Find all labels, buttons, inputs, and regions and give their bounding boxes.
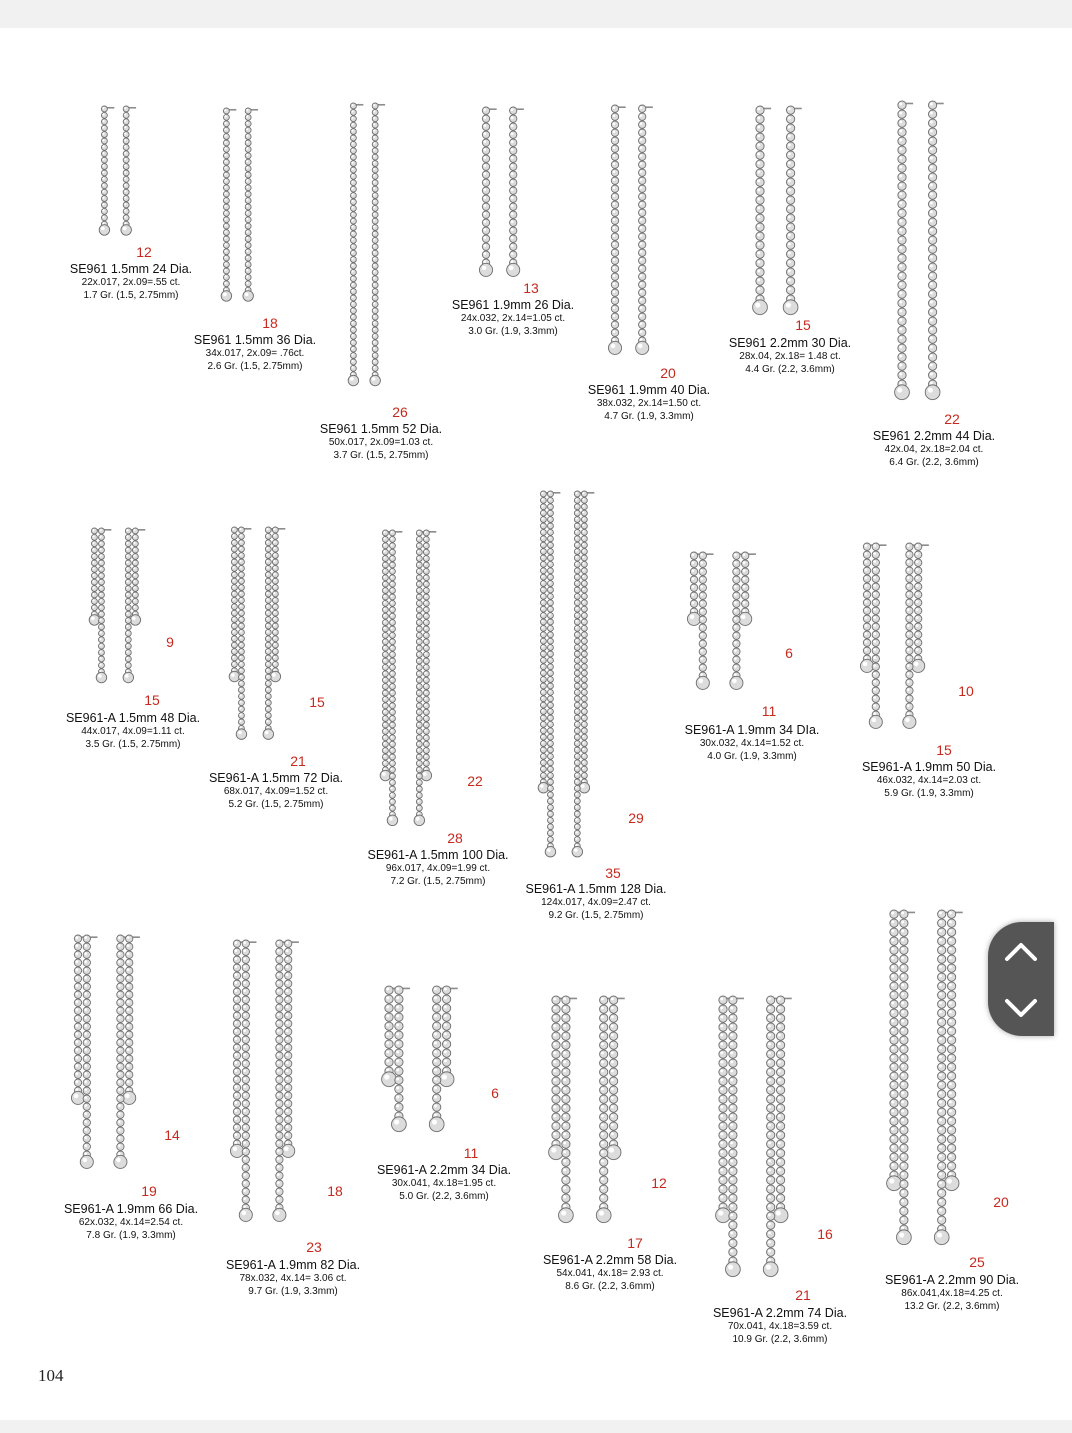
stone-count: 25 [969, 1254, 985, 1270]
earring-drawing [686, 552, 773, 702]
stone-count: 19 [141, 1183, 157, 1199]
product-title: SE961-A 1.9mm 34 DIa. [684, 723, 820, 737]
product-title: SE961-A 1.5mm 100 Dia. [367, 848, 509, 862]
product-label [377, 1163, 511, 1203]
product-weight: 9.7 Gr. (1.9, 3.3mm) [248, 1285, 338, 1297]
stone-count: 23 [306, 1239, 322, 1255]
stone-count: 22 [944, 411, 960, 427]
product-detail: 62x.032, 4x.14=2.54 ct. [78, 1217, 184, 1228]
product-label [209, 771, 343, 811]
product-label [685, 723, 820, 763]
product-title: SE961-A 1.5mm 128 Dia. [525, 882, 667, 896]
product-label [64, 1202, 198, 1242]
product-weight: 5.2 Gr. (1.5, 2.75mm) [228, 798, 324, 810]
product-detail: 24x.032, 2x.14=1.05 ct. [460, 313, 566, 324]
product-label [70, 262, 192, 302]
product-detail: 78x.032, 4x.14= 3.06 ct. [239, 1273, 347, 1284]
product-detail: 46x.032, 4x.14=2.03 ct. [876, 775, 982, 786]
product-title: SE961-A 1.9mm 82 Dia. [225, 1258, 361, 1272]
stone-count: 6 [785, 645, 793, 661]
stone-count: 21 [290, 753, 306, 769]
earring-drawing [379, 530, 453, 838]
product-detail: 86x.041,4x.18=4.25 ct. [901, 1288, 1003, 1299]
product-weight: 2.6 Gr. (1.5, 2.75mm) [207, 360, 303, 372]
stone-count: 22 [467, 773, 483, 789]
product-weight: 9.2 Gr. (1.5, 2.75mm) [548, 909, 644, 921]
product-detail: 30x.032, 4x.14=1.52 ct. [699, 738, 805, 749]
product-title: SE961 2.2mm 30 Dia. [728, 336, 852, 350]
product-weight: 4.7 Gr. (1.9, 3.3mm) [604, 410, 694, 422]
stone-count: 16 [817, 1226, 833, 1242]
product-title: SE961-A 2.2mm 58 Dia. [542, 1253, 678, 1267]
product-title: SE961-A 1.5mm 72 Dia. [208, 771, 344, 785]
stone-count: 29 [628, 810, 644, 826]
earring-drawing [220, 108, 275, 314]
earring-drawing [547, 996, 643, 1236]
product-weight: 10.9 Gr. (2.2, 3.6mm) [732, 1333, 828, 1345]
product-title: SE961 1.5mm 36 Dia. [193, 333, 317, 347]
earring-drawing [380, 986, 476, 1146]
stone-count: 10 [958, 683, 974, 699]
earring-drawing [98, 106, 153, 248]
product-weight: 6.4 Gr. (2.2, 3.6mm) [889, 456, 979, 468]
stone-count: 11 [463, 1145, 479, 1161]
product-title: SE961 2.2mm 44 Dia. [872, 429, 996, 443]
stone-count: 28 [447, 830, 463, 846]
page-nav-control [988, 922, 1054, 1036]
product-detail: 68x.017, 4x.09=1.52 ct. [223, 786, 329, 797]
product-weight: 3.7 Gr. (1.5, 2.75mm) [333, 449, 429, 461]
product-title: SE961 1.9mm 26 Dia. [451, 298, 575, 312]
earring-drawing [88, 528, 162, 694]
product-title: SE961-A 2.2mm 34 Dia. [376, 1163, 512, 1177]
product-detail: 22x.017, 2x.09=.55 ct. [81, 277, 181, 288]
earring-drawing [893, 101, 962, 411]
product-label [226, 1258, 360, 1298]
product-detail: 28x.04, 2x.18= 1.48 ct. [739, 351, 841, 362]
product-label [452, 298, 574, 338]
product-label [885, 1273, 1019, 1313]
product-title: SE961-A 1.5mm 48 Dia. [65, 711, 201, 725]
earring-drawing [70, 935, 157, 1181]
product-title: SE961 1.5mm 24 Dia. [69, 262, 193, 276]
earring-drawing [859, 543, 946, 741]
product-label [194, 333, 316, 373]
product-detail: 50x.017, 2x.09=1.03 ct. [328, 437, 434, 448]
product-title: SE961 1.9mm 40 Dia. [587, 383, 711, 397]
chevron-down-icon [1001, 995, 1041, 1021]
product-weight: 5.9 Gr. (1.9, 3.3mm) [884, 787, 974, 799]
product-label [873, 429, 995, 469]
product-weight: 13.2 Gr. (2.2, 3.6mm) [904, 1300, 1000, 1312]
stone-count: 12 [651, 1175, 667, 1191]
product-detail: 38x.032, 2x.14=1.50 ct. [596, 398, 702, 409]
product-label [543, 1253, 677, 1293]
product-title: SE961-A 2.2mm 90 Dia. [884, 1273, 1020, 1287]
product-title: SE961-A 1.9mm 50 Dia. [861, 760, 997, 774]
stone-count: 15 [795, 317, 811, 333]
product-weight: 7.2 Gr. (1.5, 2.75mm) [390, 875, 486, 887]
stone-count: 9 [166, 634, 174, 650]
earring-drawing [885, 910, 981, 1260]
product-detail: 70x.041, 4x.18=3.59 ct. [727, 1321, 833, 1332]
page-number: 104 [38, 1366, 64, 1385]
stone-count: 18 [262, 315, 278, 331]
product-label [320, 422, 442, 462]
product-detail: 124x.017, 4x.09=2.47 ct. [541, 897, 651, 908]
product-title: SE961-A 2.2mm 74 Dia. [712, 1306, 848, 1320]
product-label [66, 711, 200, 751]
product-label [367, 848, 508, 888]
earring-drawing [607, 105, 670, 371]
product-detail: 96x.017, 4x.09=1.99 ct. [385, 863, 491, 874]
product-detail: 54x.041, 4x.18= 2.93 ct. [556, 1268, 664, 1279]
product-label [862, 760, 996, 800]
stone-count: 11 [761, 703, 777, 719]
product-detail: 34x.017, 2x.09= .76ct. [205, 348, 305, 359]
stone-count: 14 [164, 1127, 180, 1143]
product-weight: 7.8 Gr. (1.9, 3.3mm) [86, 1229, 176, 1241]
earring-drawing [229, 940, 316, 1232]
earring-drawing [537, 491, 611, 869]
product-label [729, 336, 851, 376]
stone-count: 20 [660, 365, 676, 381]
stone-count: 15 [309, 694, 325, 710]
scroll-up-button[interactable] [996, 932, 1046, 972]
earring-drawing [228, 527, 302, 753]
product-weight: 8.6 Gr. (2.2, 3.6mm) [565, 1280, 655, 1292]
product-title: SE961-A 1.9mm 66 Dia. [63, 1202, 199, 1216]
stone-count: 15 [144, 692, 160, 708]
stone-count: 18 [327, 1183, 343, 1199]
product-label [713, 1306, 847, 1346]
product-weight: 5.0 Gr. (2.2, 3.6mm) [399, 1190, 489, 1202]
earring-drawing [347, 103, 402, 399]
product-weight: 4.0 Gr. (1.9, 3.3mm) [707, 750, 797, 762]
product-weight: 3.5 Gr. (1.5, 2.75mm) [85, 738, 181, 750]
stone-count: 21 [795, 1287, 811, 1303]
product-weight: 1.7 Gr. (1.5, 2.75mm) [83, 289, 179, 301]
product-weight: 4.4 Gr. (2.2, 3.6mm) [745, 363, 835, 375]
earring-drawing [714, 996, 810, 1294]
earring-drawing [751, 106, 820, 326]
stone-count: 35 [605, 865, 621, 881]
chevron-up-icon [1001, 939, 1041, 965]
product-detail: 44x.017, 4x.09=1.11 ct. [81, 726, 185, 737]
stone-count: 12 [136, 244, 152, 260]
product-detail: 30x.041, 4x.18=1.95 ct. [391, 1178, 497, 1189]
stone-count: 13 [523, 280, 539, 296]
stone-count: 20 [993, 1194, 1009, 1210]
stone-count: 15 [936, 742, 952, 758]
product-label [588, 383, 710, 423]
product-label [525, 882, 666, 922]
earring-drawing [478, 107, 541, 296]
stone-count: 26 [392, 404, 408, 420]
stone-count: 6 [491, 1085, 499, 1101]
stone-count: 17 [627, 1235, 643, 1251]
scroll-down-button[interactable] [996, 988, 1046, 1028]
product-weight: 3.0 Gr. (1.9, 3.3mm) [468, 325, 558, 337]
product-detail: 42x.04, 2x.18=2.04 ct. [884, 444, 984, 455]
product-title: SE961 1.5mm 52 Dia. [319, 422, 443, 436]
